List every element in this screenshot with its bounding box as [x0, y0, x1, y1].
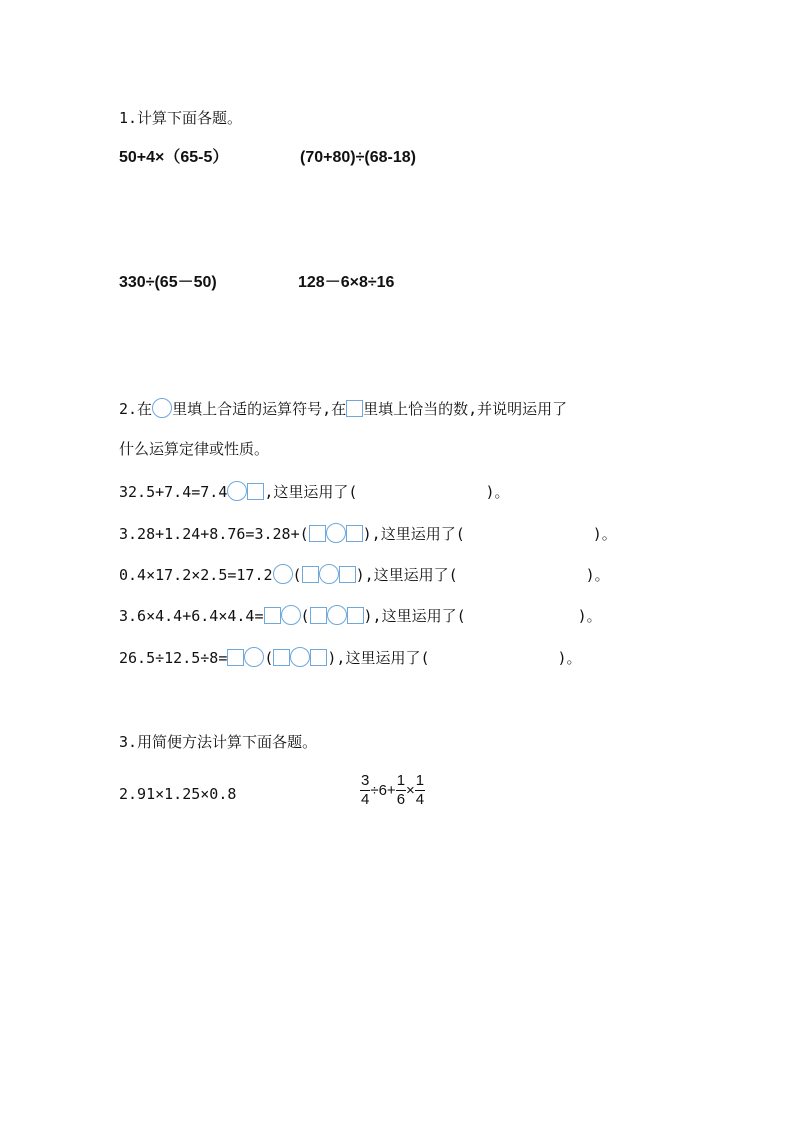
q1-heading: 1.计算下面各题。 [119, 109, 243, 127]
square-blank-icon[interactable] [227, 649, 244, 666]
q2-item-5-text-end: )。 [557, 649, 582, 667]
square-blank-icon[interactable] [247, 483, 264, 500]
q2-item-1 [119, 481, 509, 502]
circle-blank-icon[interactable] [319, 564, 339, 584]
q2-item-5-paren: ( [264, 649, 274, 667]
q2-item-4 [119, 605, 602, 626]
q2-item-4-text: 3.6×4.4+6.4×4.4= [119, 607, 264, 625]
q2-heading-part-a: 2.在 [119, 400, 153, 418]
q2-item-4-paren: ( [300, 607, 310, 625]
q2-item-5-text: 26.5÷12.5÷8= [119, 649, 228, 667]
q2-item-3 [119, 564, 610, 585]
q2-item-1-text-end: )。 [485, 483, 510, 501]
q2-item-2-text-mid: ),这里运用了( [362, 525, 465, 543]
square-blank-icon[interactable] [273, 649, 290, 666]
square-blank-icon[interactable] [302, 566, 319, 583]
circle-blank-icon[interactable] [326, 523, 346, 543]
q3-expr-2-times: × [406, 782, 415, 799]
q2-item-3-text-end: )。 [585, 566, 610, 584]
q2-item-2-text-end: )。 [592, 525, 617, 543]
square-blank-icon[interactable] [346, 400, 363, 417]
square-blank-icon[interactable] [310, 649, 327, 666]
q1-expr-1: 50+4×（65-5） [119, 149, 229, 166]
q2-item-5 [119, 647, 582, 668]
q3-expr-2-op: ÷6+ [370, 782, 396, 799]
q3-expr-2 [360, 772, 425, 809]
square-blank-icon[interactable] [264, 607, 281, 624]
q2-heading-line1 [119, 398, 567, 419]
circle-blank-icon[interactable] [290, 647, 310, 667]
q2-item-2 [119, 523, 617, 544]
q1-expr-2: (70+80)÷(68-18) [300, 149, 416, 166]
circle-blank-icon[interactable] [152, 398, 172, 418]
q2-item-5-text-mid: ),这里运用了( [327, 649, 430, 667]
circle-blank-icon[interactable] [327, 605, 347, 625]
circle-blank-icon[interactable] [244, 647, 264, 667]
q2-heading-part-c: 里填上恰当的数,并说明运用了 [363, 400, 568, 418]
q2-item-1-text-mid: ,这里运用了( [264, 483, 358, 501]
square-blank-icon[interactable] [346, 525, 363, 542]
circle-blank-icon[interactable] [273, 564, 293, 584]
fraction-3-4: $\frac{3}{4}$ [361, 772, 370, 808]
square-blank-icon[interactable] [339, 566, 356, 583]
circle-blank-icon[interactable] [281, 605, 301, 625]
q2-item-3-paren: ( [292, 566, 302, 584]
fraction-1-6: $\frac{1}{6}$ [396, 772, 406, 808]
square-blank-icon[interactable] [310, 607, 327, 624]
square-blank-icon[interactable] [347, 607, 364, 624]
q2-item-1-text: 32.5+7.4=7.4 [119, 483, 228, 501]
q2-item-2-text: 3.28+1.24+8.76=3.28+( [119, 525, 309, 543]
q3-heading: 3.用简便方法计算下面各题。 [119, 733, 318, 751]
q2-item-4-text-mid: ),这里运用了( [363, 607, 466, 625]
q2-heading-line2: 什么运算定律或性质。 [119, 440, 270, 458]
q2-heading-part-b: 里填上合适的运算符号,在 [172, 400, 347, 418]
q1-expr-4: 128－6×8÷16 [298, 274, 395, 291]
q2-item-3-text-mid: ),这里运用了( [355, 566, 458, 584]
fraction-1-4: $\frac{1}{4}$ [415, 772, 425, 808]
q1-expr-3: 330÷(65－50) [119, 274, 217, 291]
q2-item-3-text: 0.4×17.2×2.5=17.2 [119, 566, 273, 584]
q3-expr-1: 2.91×1.25×0.8 [119, 785, 237, 803]
square-blank-icon[interactable] [309, 525, 326, 542]
circle-blank-icon[interactable] [227, 481, 247, 501]
q2-item-4-text-end: )。 [577, 607, 602, 625]
